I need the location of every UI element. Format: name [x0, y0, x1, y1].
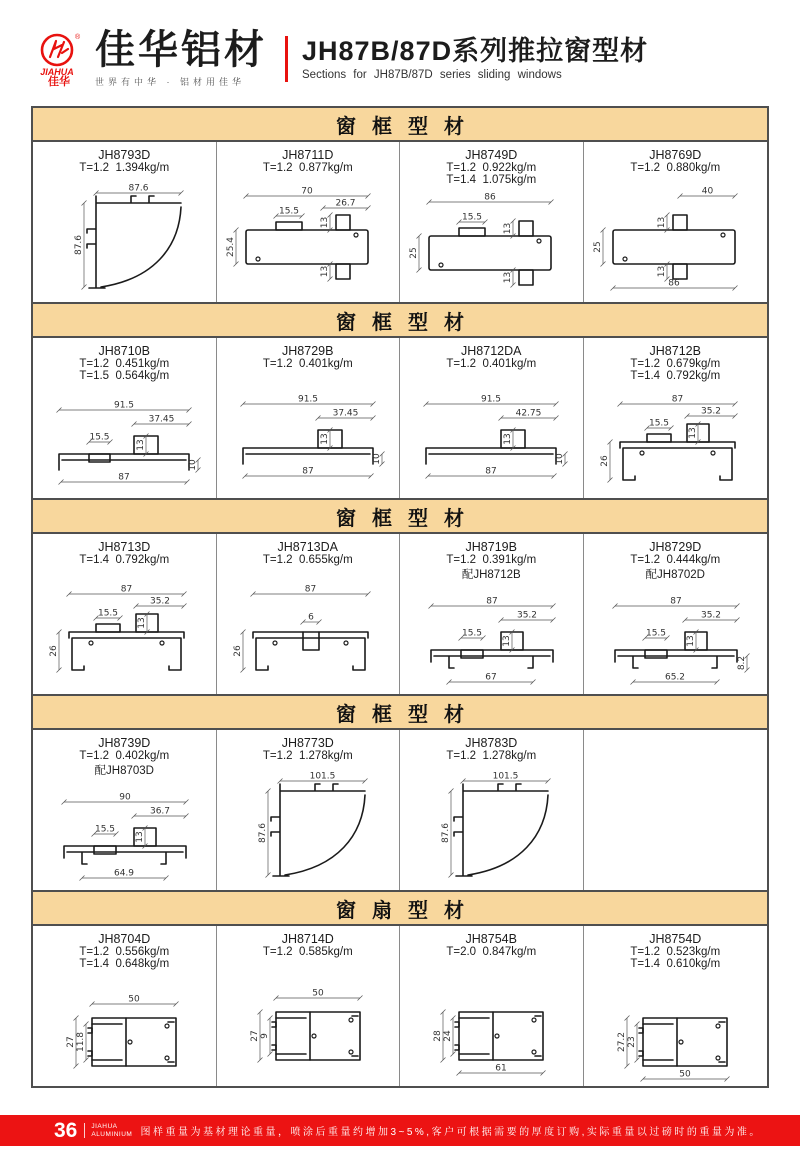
svg-text:6: 6 [307, 612, 314, 623]
svg-text:87: 87 [670, 596, 682, 607]
svg-text:24: 24 [443, 1030, 454, 1042]
sections [31, 106, 769, 1088]
profile-drawing [218, 770, 398, 882]
profile-spec: T=1.5 0.564kg/m [79, 370, 170, 382]
footer-brand [84, 1123, 132, 1139]
profile-model: JH8754B [465, 932, 517, 946]
svg-text:13: 13 [136, 439, 147, 451]
footer [0, 1115, 800, 1146]
svg-text:87.6: 87.6 [441, 822, 452, 844]
svg-text:87: 87 [486, 596, 498, 607]
svg-text:37.45: 37.45 [148, 414, 175, 425]
profile-grid [33, 730, 767, 890]
profile-cell [217, 534, 401, 694]
profile-model: JH8729D [649, 540, 702, 554]
profile-drawing-wrap [33, 778, 216, 890]
profile-spec: T=1.2 0.391kg/m [446, 554, 537, 566]
profile-model: JH8754D [649, 932, 702, 946]
profile-section [31, 302, 769, 500]
svg-text:15.5: 15.5 [278, 206, 299, 217]
profile-grid [33, 338, 767, 498]
profile-drawing [401, 582, 581, 694]
section-title: 窗框型材 [336, 507, 480, 530]
profile-section [31, 498, 769, 696]
svg-text:10: 10 [371, 453, 382, 465]
header-divider [285, 36, 288, 82]
svg-text:27: 27 [249, 1030, 260, 1042]
profile-drawing-wrap [217, 762, 400, 890]
profile-grid [33, 142, 767, 302]
profile-drawing [34, 778, 214, 890]
svg-text:26.7: 26.7 [335, 198, 356, 209]
profile-drawing-wrap [400, 762, 583, 890]
profile-spec: T=1.2 0.451kg/m [79, 358, 170, 370]
profile-note: 配JH8712B [461, 569, 521, 581]
svg-text:90: 90 [119, 792, 131, 803]
profile-note: 配JH8703D [94, 765, 154, 777]
profile-spec: T=1.2 0.556kg/m [79, 946, 170, 958]
profile-drawing [585, 384, 765, 496]
svg-text:13: 13 [502, 635, 513, 647]
section-header [33, 500, 767, 534]
profile-drawing [34, 574, 214, 686]
svg-text:13: 13 [657, 265, 668, 278]
profile-drawing [401, 770, 581, 882]
svg-text:86: 86 [668, 278, 680, 289]
profile-model: JH8713D [98, 540, 151, 554]
profile-model: JH8712B [649, 344, 701, 358]
page-subtitle: Sections for JH87B/87D series sliding windows [302, 68, 562, 81]
profile-drawing [401, 188, 581, 300]
profile-spec: T=1.2 0.877kg/m [262, 162, 353, 174]
svg-text:26: 26 [49, 645, 60, 657]
profile-drawing-wrap [217, 958, 400, 1086]
svg-text:101.5: 101.5 [309, 771, 336, 782]
svg-text:13: 13 [135, 831, 146, 843]
section-header [33, 696, 767, 730]
svg-text:91.5: 91.5 [481, 394, 502, 405]
profile-spec: T=1.2 0.402kg/m [79, 750, 170, 762]
profile-model: JH8714D [281, 932, 334, 946]
svg-text:91.5: 91.5 [297, 394, 318, 405]
profile-spec: T=1.2 1.278kg/m [262, 750, 353, 762]
profile-spec: T=1.4 0.648kg/m [79, 958, 170, 970]
profile-drawing-wrap [33, 566, 216, 694]
profile-drawing [218, 574, 398, 686]
svg-text:40: 40 [702, 186, 714, 197]
profile-model: JH8712DA [461, 344, 522, 358]
profile-cell [584, 926, 768, 1086]
profile-model: JH8773D [281, 736, 334, 750]
svg-text:28: 28 [433, 1030, 444, 1042]
section-title: 窗框型材 [336, 115, 480, 138]
svg-text:91.5: 91.5 [114, 400, 135, 411]
profile-drawing-wrap [400, 370, 583, 498]
profile-spec: T=1.2 0.880kg/m [630, 162, 721, 174]
footer-note: 图样重量为基材理论重量，喷涂后重量约增加3~5%,客户可根据需要的厚度订购,实际重量以过磅时的重量为准。 [140, 1127, 762, 1138]
svg-text:101.5: 101.5 [492, 771, 519, 782]
profile-grid [33, 926, 767, 1086]
svg-text:50: 50 [312, 988, 324, 999]
profile-note: 配JH8702D [645, 569, 705, 581]
svg-text:64.9: 64.9 [114, 868, 135, 879]
svg-text:87: 87 [121, 584, 133, 595]
profile-drawing-wrap [400, 958, 583, 1086]
profile-model: JH8710B [98, 344, 150, 358]
profile-drawing [585, 972, 765, 1084]
svg-text:87.6: 87.6 [74, 234, 85, 256]
section-title: 窗框型材 [336, 311, 480, 334]
profile-model: JH8783D [465, 736, 518, 750]
svg-text:13: 13 [686, 635, 697, 647]
svg-text:®: ® [75, 33, 81, 41]
svg-text:10: 10 [188, 459, 199, 471]
svg-text:13: 13 [503, 222, 514, 235]
svg-text:11.8: 11.8 [76, 1031, 87, 1053]
footer-brand-line2: ALUMINIUM [91, 1130, 133, 1138]
svg-text:26: 26 [232, 645, 243, 657]
brand-title: 佳华铝材 [95, 28, 267, 72]
profile-cell [33, 534, 217, 694]
profile-spec: T=1.2 1.278kg/m [446, 750, 537, 762]
profile-drawing [34, 182, 214, 294]
svg-text:13: 13 [503, 271, 514, 284]
svg-text:13: 13 [503, 433, 514, 445]
profile-spec: T=1.4 1.075kg/m [446, 174, 537, 186]
profile-cell [584, 534, 768, 694]
profile-model: JH8719B [465, 540, 517, 554]
svg-text:86: 86 [484, 192, 496, 203]
section-header [33, 108, 767, 142]
profile-spec: T=1.2 0.655kg/m [262, 554, 353, 566]
svg-text:15.5: 15.5 [462, 212, 483, 223]
profile-drawing-wrap [400, 582, 583, 694]
profile-grid [33, 534, 767, 694]
profile-spec: T=1.2 0.679kg/m [630, 358, 721, 370]
profile-cell [584, 730, 768, 890]
svg-text:37.45: 37.45 [332, 408, 359, 419]
profile-drawing [34, 384, 214, 496]
profile-section [31, 694, 769, 892]
profile-spec: T=1.2 0.444kg/m [630, 554, 721, 566]
profile-drawing [218, 378, 398, 490]
profile-cell [400, 142, 584, 302]
brand-logo [31, 31, 87, 88]
profile-drawing [585, 582, 765, 694]
svg-text:61: 61 [495, 1063, 507, 1074]
title-block [302, 37, 648, 81]
page-title: JH87B/87D系列推拉窗型材 [302, 36, 649, 67]
profile-drawing-wrap [33, 174, 216, 302]
svg-text:10: 10 [555, 453, 566, 465]
svg-text:50: 50 [128, 994, 140, 1005]
profile-model: JH8749D [465, 148, 518, 162]
section-title: 窗扇型材 [336, 899, 480, 922]
logo-monogram-icon [32, 31, 86, 77]
profile-cell [33, 926, 217, 1086]
svg-text:13: 13 [657, 216, 668, 229]
svg-text:25: 25 [409, 247, 420, 259]
svg-text:27: 27 [66, 1036, 77, 1048]
svg-text:15.5: 15.5 [98, 608, 119, 619]
profile-spec: T=1.2 1.394kg/m [79, 162, 170, 174]
profile-cell [400, 730, 584, 890]
profile-model: JH8793D [98, 148, 151, 162]
profile-model: JH8739D [98, 736, 151, 750]
svg-text:87: 87 [118, 472, 130, 483]
svg-text:13: 13 [319, 265, 330, 278]
profile-drawing [401, 378, 581, 490]
profile-spec: T=1.4 0.792kg/m [79, 554, 170, 566]
svg-text:87: 87 [485, 466, 497, 477]
svg-text:87: 87 [672, 394, 684, 405]
svg-text:JIAHUA: JIAHUA [40, 66, 74, 77]
header [31, 0, 769, 98]
profile-section [31, 890, 769, 1088]
profile-cell [217, 730, 401, 890]
profile-model: JH8769D [649, 148, 702, 162]
profile-cell [33, 730, 217, 890]
svg-text:42.75: 42.75 [515, 408, 542, 419]
profile-drawing [401, 966, 581, 1078]
svg-text:87: 87 [302, 466, 314, 477]
footer-brand-line1: JIAHUA [91, 1122, 118, 1130]
svg-text:87.6: 87.6 [128, 183, 149, 194]
section-header [33, 892, 767, 926]
profile-drawing-wrap [584, 970, 768, 1086]
profile-cell [584, 338, 768, 498]
profile-drawing-wrap [584, 382, 768, 498]
svg-text:50: 50 [679, 1069, 691, 1080]
svg-text:65.2: 65.2 [665, 672, 686, 683]
profile-drawing-wrap [33, 970, 216, 1086]
profile-spec: T=1.2 0.401kg/m [446, 358, 537, 370]
profile-cell [400, 338, 584, 498]
profile-spec: T=1.2 0.401kg/m [262, 358, 353, 370]
svg-text:35.2: 35.2 [150, 596, 171, 607]
svg-text:35.2: 35.2 [701, 610, 722, 621]
profile-spec: T=1.2 0.523kg/m [630, 946, 721, 958]
profile-drawing-wrap [217, 370, 400, 498]
profile-drawing [585, 182, 765, 294]
profile-section [31, 106, 769, 304]
profile-cell [217, 338, 401, 498]
logo-brand-cn: 佳华 [48, 75, 70, 88]
profile-model: JH8729B [282, 344, 334, 358]
profile-drawing-wrap [400, 186, 583, 302]
svg-text:87: 87 [304, 584, 316, 595]
profile-drawing-wrap [217, 566, 400, 694]
section-title: 窗框型材 [336, 703, 480, 726]
profile-drawing-wrap [33, 382, 216, 498]
footer-page-number: 36 [54, 1119, 78, 1142]
profile-spec: T=1.4 0.610kg/m [630, 958, 721, 970]
profile-drawing [218, 966, 398, 1078]
svg-text:9: 9 [259, 1033, 270, 1039]
section-header [33, 304, 767, 338]
profile-drawing-wrap [584, 582, 768, 694]
svg-text:15.5: 15.5 [649, 418, 670, 429]
svg-text:15.5: 15.5 [462, 628, 483, 639]
svg-text:15.5: 15.5 [95, 824, 116, 835]
svg-text:13: 13 [137, 617, 148, 629]
profile-drawing-wrap [584, 174, 768, 302]
svg-text:13: 13 [319, 433, 330, 445]
svg-text:15.5: 15.5 [89, 432, 110, 443]
svg-text:35.2: 35.2 [517, 610, 538, 621]
svg-text:13: 13 [319, 216, 330, 229]
svg-text:35.2: 35.2 [701, 406, 722, 417]
profile-cell [33, 142, 217, 302]
profile-spec: T=2.0 0.847kg/m [446, 946, 537, 958]
svg-text:26: 26 [600, 455, 611, 467]
profile-model: JH8704D [98, 932, 151, 946]
svg-text:15.5: 15.5 [646, 628, 667, 639]
svg-text:25: 25 [593, 241, 604, 253]
profile-cell [400, 534, 584, 694]
profile-model: JH8711D [282, 148, 334, 162]
svg-text:23: 23 [627, 1036, 638, 1048]
svg-text:13: 13 [688, 427, 699, 439]
svg-text:27.2: 27.2 [617, 1031, 628, 1053]
brand-block [95, 30, 267, 88]
profile-drawing [34, 972, 214, 1084]
profile-cell [584, 142, 768, 302]
brand-tagline: 世界有中华 · 铝材用佳华 [95, 77, 245, 87]
svg-text:36.7: 36.7 [150, 806, 171, 817]
profile-cell [217, 926, 401, 1086]
profile-spec: T=1.4 0.792kg/m [630, 370, 721, 382]
svg-text:67: 67 [485, 672, 497, 683]
profile-drawing-wrap [217, 174, 400, 302]
profile-drawing [218, 182, 398, 294]
profile-model: JH8713DA [277, 540, 338, 554]
profile-spec: T=1.2 0.922kg/m [446, 162, 537, 174]
profile-cell [217, 142, 401, 302]
svg-text:8.2: 8.2 [737, 655, 748, 671]
svg-text:25.4: 25.4 [225, 236, 236, 258]
profile-cell [33, 338, 217, 498]
profile-spec: T=1.2 0.585kg/m [262, 946, 353, 958]
profile-cell [400, 926, 584, 1086]
svg-text:70: 70 [301, 186, 313, 197]
svg-text:87.6: 87.6 [257, 822, 268, 844]
